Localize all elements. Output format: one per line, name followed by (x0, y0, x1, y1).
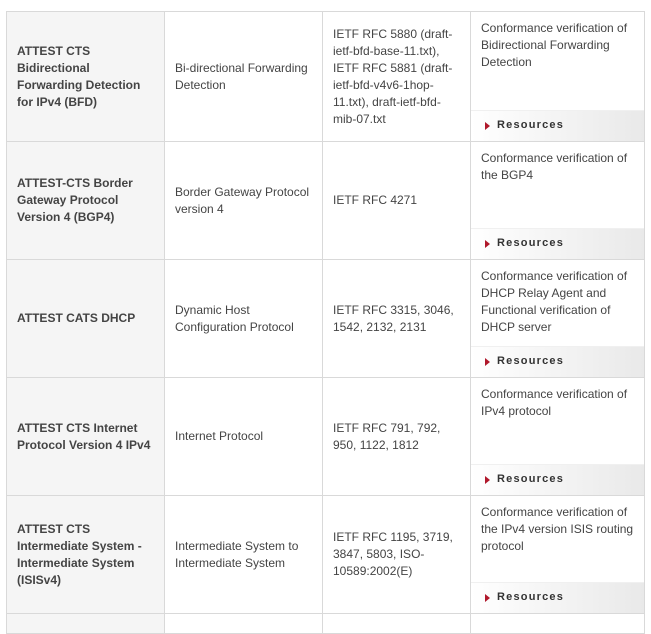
resources-link[interactable] (485, 117, 564, 134)
product-table (6, 11, 645, 634)
product-name: ATTEST CTS Bidirectional Forwarding Detection for IPv4 (BFD) (7, 12, 165, 142)
description-cell (471, 142, 645, 260)
resources-link[interactable] (485, 235, 564, 252)
resources-label: Resources (497, 119, 565, 131)
product-name: ATTEST CTS Intermediate System - Intermediate System (ISISv4) (7, 496, 165, 614)
triangle-right-icon (485, 240, 490, 248)
triangle-right-icon (485, 122, 490, 130)
triangle-right-icon (485, 594, 490, 602)
resources-label: Resources (497, 237, 565, 249)
standards-empty (323, 614, 471, 634)
protocol-name: Dynamic Host Configuration Protocol (165, 260, 323, 378)
triangle-right-icon (485, 358, 490, 366)
protocol-name: Intermediate System to Intermediate System (165, 496, 323, 614)
description: Conformance verification of the BGP4 (481, 151, 628, 182)
triangle-right-icon (485, 476, 490, 484)
resources-link[interactable] (485, 471, 564, 488)
standards: IETF RFC 4271 (323, 142, 471, 260)
product-name: ATTEST CATS DHCP (7, 260, 165, 378)
resources-label: Resources (497, 591, 565, 603)
table-row-partial (7, 614, 645, 634)
description-empty (471, 614, 645, 634)
description: Conformance verification of DHCP Relay Agent and Functional verification of DHCP server (481, 269, 628, 334)
description: Conformance verification of the IPv4 version ISIS routing protocol (481, 505, 634, 553)
protocol-name: Bi-directional Forwarding Detection (165, 12, 323, 142)
standards: IETF RFC 1195, 3719, 3847, 5803, ISO-10589:2002(E) (323, 496, 471, 614)
resources-bar (471, 228, 644, 259)
resources-label: Resources (497, 355, 565, 367)
resources-link[interactable] (485, 353, 564, 370)
standards: IETF RFC 791, 792, 950, 1122, 1812 (323, 378, 471, 496)
table-row (7, 260, 645, 378)
description-cell (471, 378, 645, 496)
product-name-empty (7, 614, 165, 634)
table-row (7, 496, 645, 614)
resources-bar (471, 582, 644, 613)
description: Conformance verification of Bidirectional Forwarding Detection (481, 21, 628, 69)
table-row (7, 142, 645, 260)
table-row (7, 378, 645, 496)
resources-label: Resources (497, 473, 565, 485)
description-cell (471, 496, 645, 614)
resources-bar (471, 464, 644, 495)
protocol-name: Border Gateway Protocol version 4 (165, 142, 323, 260)
table-row (7, 12, 645, 142)
resources-bar (471, 110, 644, 141)
description-cell (471, 260, 645, 378)
resources-link[interactable] (485, 589, 564, 606)
standards: IETF RFC 5880 (draft-ietf-bfd-base-11.txt), IETF RFC 5881 (draft-ietf-bfd-v4v6-1hop-11.txt), draft-ietf-bfd-mib-07.txt (323, 12, 471, 142)
protocol-name-empty (165, 614, 323, 634)
product-name: ATTEST CTS Internet Protocol Version 4 IPv4 (7, 378, 165, 496)
product-name: ATTEST-CTS Border Gateway Protocol Version 4 (BGP4) (7, 142, 165, 260)
description: Conformance verification of IPv4 protocol (481, 387, 628, 418)
resources-bar (471, 346, 644, 377)
protocol-name: Internet Protocol (165, 378, 323, 496)
description-cell (471, 12, 645, 142)
standards: IETF RFC 3315, 3046, 1542, 2132, 2131 (323, 260, 471, 378)
